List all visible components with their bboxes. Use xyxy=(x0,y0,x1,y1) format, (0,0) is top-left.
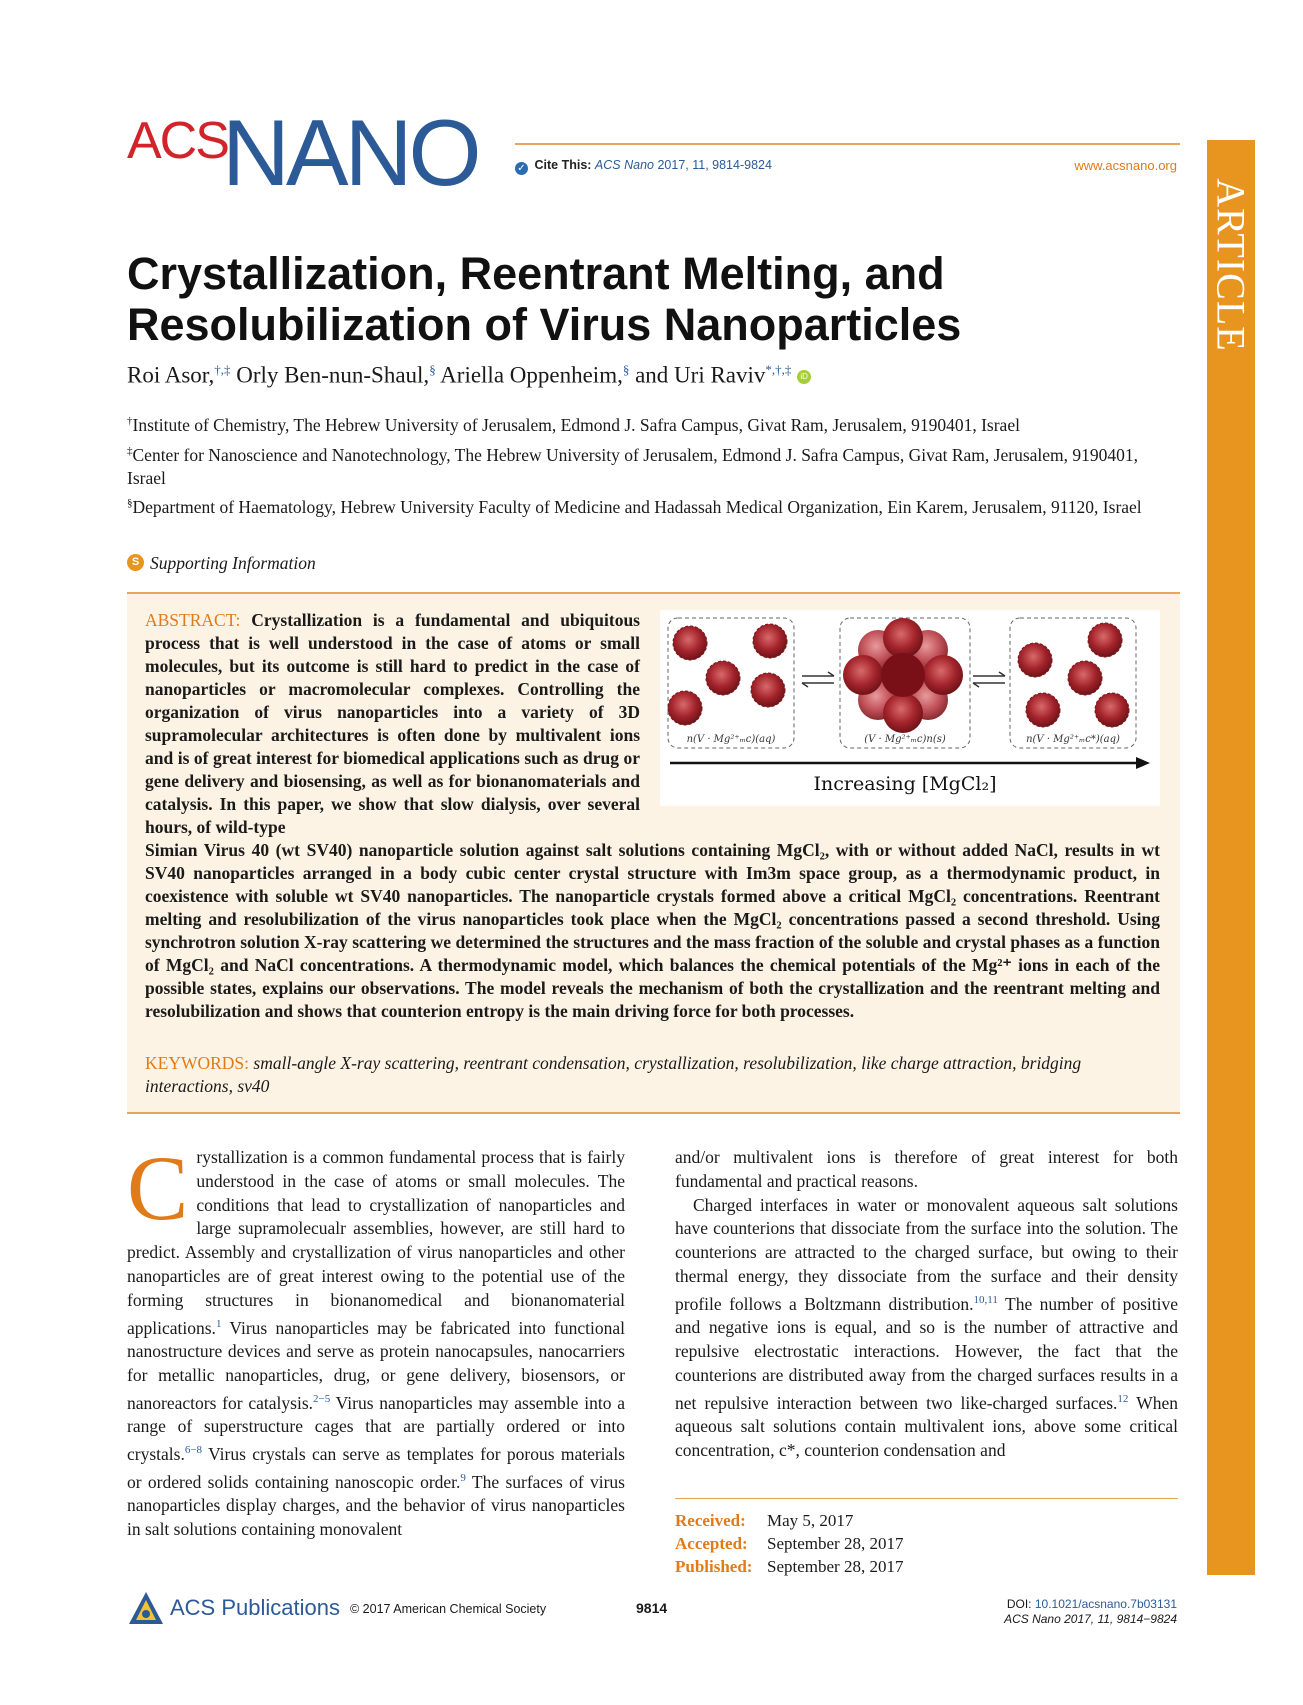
figure-label-right: n(V · Mg²⁺ₘc*)(aq) xyxy=(1026,734,1120,745)
article-title: Crystallization, Reentrant Melting, and Resolubilization of Virus Nanoparticles xyxy=(127,248,962,350)
check-icon: ✓ xyxy=(515,162,528,175)
author-name[interactable]: Roi Asor, xyxy=(127,362,215,388)
cite-this[interactable] xyxy=(515,158,772,175)
author-name[interactable]: Ariella Oppenheim, xyxy=(440,362,623,388)
cite-reference[interactable]: 2017, 11, 9814-9824 xyxy=(657,158,772,172)
article-band-label: ARTICLE xyxy=(1208,178,1254,352)
affiliation: ‡Center for Nanoscience and Nanotechnology, The Hebrew University of Jerusalem, Edmond J. Safra Campus, Givat Ram, Jerusalem, 9190401, Israel xyxy=(127,444,1139,488)
abstract-label: ABSTRACT: xyxy=(145,610,241,630)
cite-label: Cite This: xyxy=(534,158,592,172)
figure-label-mid: (V · Mg²⁺ₘc)n(s) xyxy=(864,734,946,745)
affiliation: §Department of Haematology, Hebrew University Faculty of Medicine and Hadassah Medical Organization, Ein Karem, Jerusalem, 91120, Israel xyxy=(127,496,1142,517)
logo-acs-text: ACS xyxy=(127,112,228,170)
author-marks: †,‡ xyxy=(214,362,231,377)
citation-link[interactable]: 1 xyxy=(215,1317,222,1330)
virus-particle-group-right xyxy=(1018,623,1129,727)
cite-journal[interactable]: ACS Nano xyxy=(594,158,654,172)
keywords-text: small-angle X-ray scattering, reentrant condensation, crystallization, resolubilization, like charge attraction, bridging interactions, sv40 xyxy=(145,1053,1082,1096)
page-number: 9814 xyxy=(636,1600,668,1616)
virus-particle-group-left xyxy=(668,624,787,725)
citation-link[interactable]: 9 xyxy=(460,1471,466,1484)
increasing-label: Increasing [MgCl₂] xyxy=(813,773,997,795)
equilibrium-arrow-2 xyxy=(973,672,1005,687)
drop-cap: C xyxy=(127,1137,189,1239)
author-name[interactable]: and Uri Raviv xyxy=(635,362,766,388)
publisher-name[interactable]: ACS Publications xyxy=(170,1595,340,1620)
author-marks: *,†,‡ xyxy=(765,362,792,377)
supporting-info-link[interactable]: Supporting Information xyxy=(150,553,316,573)
author-list xyxy=(127,362,811,389)
citation-link[interactable]: 10,11 xyxy=(973,1293,998,1306)
orcid-icon[interactable]: iD xyxy=(797,370,811,384)
dates-divider xyxy=(675,1498,1178,1499)
author-marks: § xyxy=(622,362,630,377)
publication-dates: Received: May 5, 2017 Accepted: September 28, 2017 Published: September 28, 2017 xyxy=(675,1511,904,1576)
body-left-column: Crystallization is a common fundamental process that is fairly understood in the case of atoms or small molecules. The conditions that lead to crystallization of nanoparticles and large supramolecualr assemblies, however, are still hard to predict. Assembly and crystallization of virus nanoparticles and other nanoparticles are of great interest owing to the potential use of the forming structures in bionanomedical and bionanomaterial applications.$^1$ Virus nanoparticles may be fabricated into functional nanostructure devices and serve as protein nanocapsules, nanocarriers for metallic nanoparticles, drug, or gene delivery, biosensors, or nanoreactors for catalysis.$^{2-5}$ Virus nanoparticles may assemble into a range of superstructure cages that are partially ordered or into crystals.$^{6-8}$ Virus crystals can serve as templates for porous materials or ordered solids containing nanoscopic order.$^9$ The surfaces of virus nanoparticles display charges, and the behavior of virus nanoparticles in salt solutions containing monovalent xyxy=(127,1137,625,1540)
journal-logo xyxy=(127,100,507,205)
copyright: © 2017 American Chemical Society xyxy=(350,1602,547,1616)
acs-publications-logo-icon xyxy=(127,1590,165,1628)
keywords-label: KEYWORDS: xyxy=(145,1053,250,1073)
author-marks: § xyxy=(429,362,436,377)
website-link[interactable]: www.acsnano.org xyxy=(1074,158,1177,173)
doi-block: DOI: 10.1021/acsnano.7b03131 ACS Nano 2017, 11, 9814−9824 xyxy=(1004,1597,1177,1626)
logo-nano-text: NANO xyxy=(222,100,478,205)
virus-crystal-cluster xyxy=(843,618,963,733)
figure-label-left: n(V · Mg²⁺ₘc)(aq) xyxy=(686,734,776,745)
article-band xyxy=(1207,140,1255,1575)
toc-figure xyxy=(660,610,1160,806)
abstract-text xyxy=(145,609,640,839)
author-name[interactable]: Orly Ben-nun-Shaul, xyxy=(236,362,430,388)
citation-link[interactable]: 12 xyxy=(1117,1392,1129,1405)
header-divider xyxy=(515,143,1180,145)
affiliation: †Institute of Chemistry, The Hebrew University of Jerusalem, Edmond J. Safra Campus, Givat Ram, Jerusalem, 9190401, Israel xyxy=(127,414,1020,435)
abstract-part1: Crystallization is a fundamental and ubiquitous process that is well understood in the case of atoms or small molecules, but its outcome is still hard to predict in the case of nanoparticles or macromolecular complexes. Controlling the organization of virus nanoparticles into a variety of 3D supramolecular architectures is often done by multivalent ions and is of great interest for biomedical applications such as drug or gene delivery and biosensing, as well as for bionanomaterials and catalysis. In this paper, we show that slow dialysis, over several hours, of wild-type xyxy=(145,610,640,837)
citation-link[interactable]: 6−8 xyxy=(184,1444,203,1457)
equilibrium-arrow-1 xyxy=(802,672,834,687)
increasing-arrow-head xyxy=(1136,757,1150,769)
supporting-info-icon[interactable]: S xyxy=(127,554,144,571)
abstract-continued: Simian Virus 40 (wt SV40) nanoparticle solution against salt solutions containing MgCl₂, with or without added NaCl, results in wt SV40 nanoparticles arranged in a body cubic center crystal structure with Im3m space group, as a thermodynamic product, in coexistence with soluble wt SV40 nanoparticles. The nanoparticle crystals formed above a critical MgCl₂ concentrations. Reentrant melting and resolubilization of the virus nanoparticles took place when the MgCl₂ concentrations passed a second threshold. Using synchrotron solution X-ray scattering we determined the structures and the mass fraction of the soluble and crystal phases as a function of MgCl₂ and NaCl concentrations. A thermodynamic model, which balances the chemical potentials of the Mg²⁺ ions in each of the possible states, explains our observations. The model reveals the mechanism of both the crystallization and the reentrant melting and resolubilization and shows that counterion entropy is the main driving force for both processes. xyxy=(145,840,1160,1021)
body-right-column: and/or multivalent ions is therefore of great interest for both fundamental and practical reasons. Charged interfaces in water or monovalent aqueous salt solutions have counterions that dissociate from the surface into the solution. The counterions are attracted to the charged surface, but owing to their thermal energy, they dissociate from the surface and their density profile follows a Boltzmann distribution.$^{10,11}$ The number of positive and negative ions is equal, and so is the number of attractive and repulsive electrostatic interactions. However, the fact that the counterions are distributed away from the charged surfaces results in a net repulsive interaction between two like-charged surfaces.$^{12}$ When aqueous salt solutions contain multivalent ions, above some critical concentration, c*, counterion condensation and xyxy=(675,1147,1179,1461)
doi-link[interactable]: 10.1021/acsnano.7b03131 xyxy=(1034,1597,1177,1611)
keywords xyxy=(145,1052,1160,1098)
citation-link[interactable]: 2−5 xyxy=(313,1392,331,1405)
